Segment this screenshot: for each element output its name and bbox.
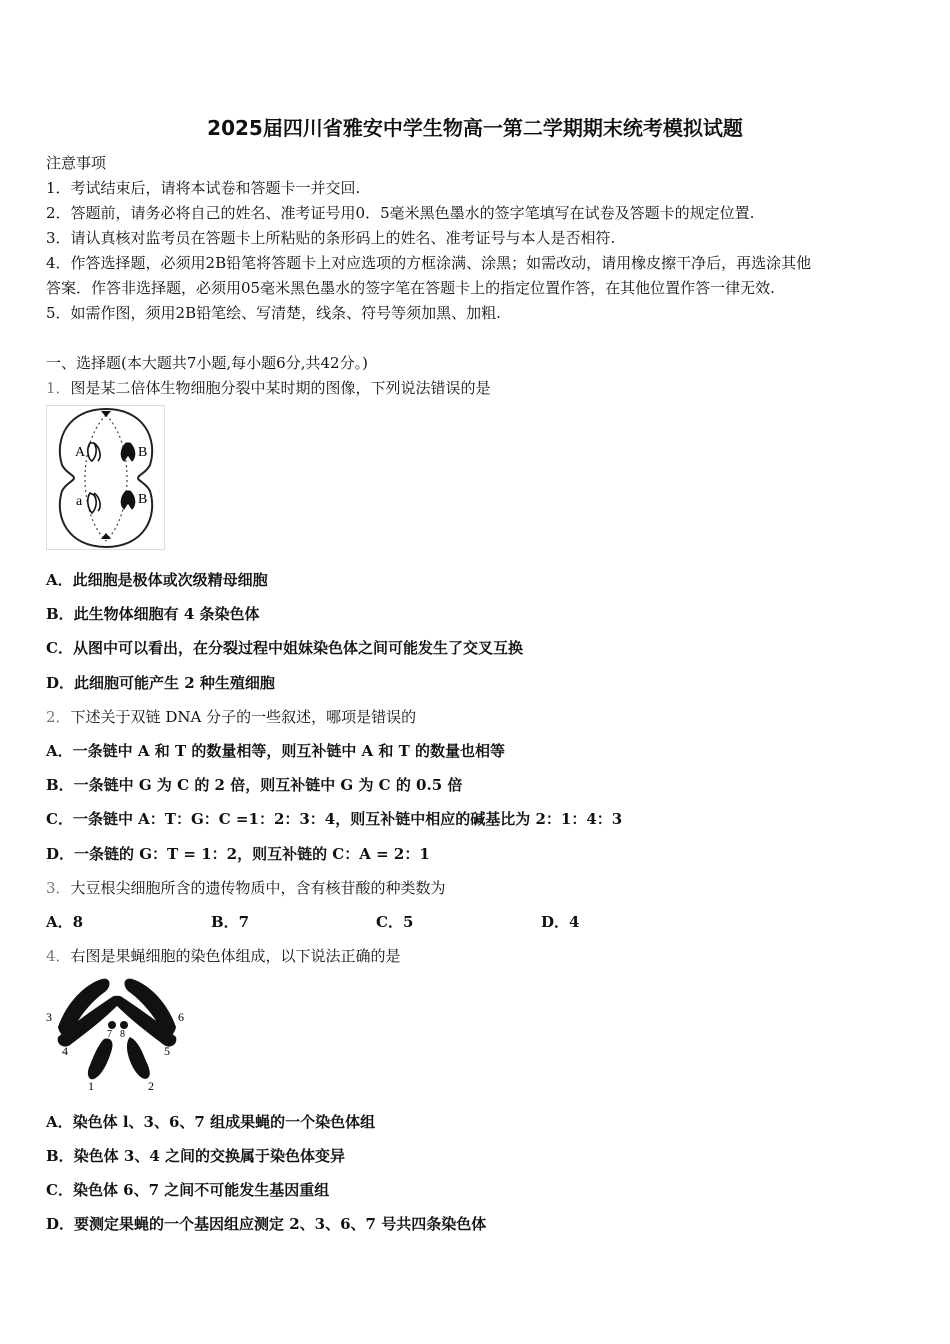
notice-line-2: 2．答题前，请务必将自己的姓名、准考证号用0．5毫米黑色墨水的签字笔填写在试卷及答题卡的规定位置. [46,204,755,222]
notice-heading: 注意事项 [46,154,107,172]
q3-stem-text: 大豆根尖细胞所含的遗传物质中，含有核苷酸的种类数为 [70,879,446,897]
chromosome-B-bottom [121,491,135,509]
chromosome-7 [108,1021,116,1029]
q1-option-b: B．此生物体细胞有 4 条染色体 [46,605,260,623]
q3-stem [46,877,446,898]
q1-stem [46,377,491,398]
fig1-label-a: a [76,494,83,509]
q3-option-b: B．7 [211,913,250,931]
q4-option-d: D．要测定果蝇的一个基因组应测定 2、3、6、7 号共四条染色体 [46,1215,487,1233]
q2-option-a: A．一条链中 A 和 T 的数量相等，则互补链中 A 和 T 的数量也相等 [46,742,506,760]
q1-option-c: C．从图中可以看出，在分裂过程中姐妹染色体之间可能发生了交叉互换 [46,639,523,657]
page-title: 2025届四川省雅安中学生物高一第二学期期末统考模拟试题 [207,116,743,140]
q2-stem-text: 下述关于双链 DNA 分子的一些叙述，哪项是错误的 [70,708,417,726]
fig4-label-5: 5 [164,1044,170,1058]
q3-option-a: A．8 [46,913,84,931]
notice-line-4: 4．作答选择题，必须用2B铅笔将答题卡上对应选项的方框涂满、涂黑；如需改动，请用橡皮擦干净后，再选涂其他 [46,254,812,272]
chromosome-2 [127,1037,150,1079]
centrosome-top [101,411,111,417]
fig1-label-A: A [75,445,86,460]
q4-stem-text: 右图是果蝇细胞的染色体组成，以下说法正确的是 [70,947,401,965]
drosophila-chromosome-figure [44,975,190,1093]
q2-stem [46,706,416,727]
q3-number: 3． [46,879,71,897]
q2-option-b: B．一条链中 G 为 C 的 2 倍，则互补链中 G 为 C 的 0.5 倍 [46,776,463,794]
q4-option-c: C．染色体 6、7 之间不可能发生基因重组 [46,1181,330,1199]
notice-line-3: 3．请认真核对监考员在答题卡上所粘贴的条形码上的姓名、准考证号与本人是否相符. [46,229,616,247]
notice-line-1: 1．考试结束后，请将本试卷和答题卡一并交回. [46,179,361,197]
fig4-label-4: 4 [62,1044,68,1058]
fig1-label-B-bottom: B [138,492,148,507]
q2-option-c: C．一条链中 A：T：G：C =1：2：3：4，则互补链中相应的碱基比为 2：1：4：3 [46,810,623,828]
fig1-label-B-top: B [138,445,148,460]
chromosome-1 [88,1038,113,1079]
spindle-left [85,415,106,541]
q1-option-d: D．此细胞可能产生 2 种生殖细胞 [46,674,275,692]
chromosome-8 [120,1021,128,1029]
q1-option-a: A．此细胞是极体或次级精母细胞 [46,571,268,589]
q4-option-b: B．染色体 3、4 之间的交换属于染色体变异 [46,1147,345,1165]
q2-option-d: D．一条链的 G：T = 1：2，则互补链的 C：A = 2：1 [46,845,430,863]
section-heading: 一、选择题(本大题共7小题,每小题6分,共42分。) [46,354,368,372]
q2-number: 2． [46,708,71,726]
chromosome-B-top [121,443,135,461]
q4-option-a: A．染色体 l、3、6、7 组成果蝇的一个染色体组 [46,1113,376,1131]
centrosome-bottom [101,533,111,539]
spindle-right [106,415,127,541]
fig4-label-1: 1 [88,1079,94,1093]
q4-number: 4． [46,947,71,965]
q4-stem [46,945,401,966]
chromosome-a [88,493,100,513]
fig4-label-3: 3 [46,1010,52,1024]
fig4-label-7: 7 [107,1029,112,1040]
notice-line-4-cont: 答案．作答非选择题，必须用05毫米黑色墨水的签字笔在答题卡上的指定位置作答，在其他位置作答一律无效. [46,279,775,297]
cell-membrane [60,409,152,547]
q3-option-d: D．4 [541,913,580,931]
cell-division-figure [46,405,168,551]
q3-option-c: C．5 [376,913,414,931]
notice-line-5: 5．如需作图，须用2B铅笔绘、写清楚，线条、符号等须加黑、加粗. [46,304,501,322]
fig4-label-2: 2 [148,1079,154,1093]
fig4-label-8: 8 [120,1029,125,1040]
q1-number: 1． [46,379,71,397]
fig4-label-6: 6 [178,1010,184,1024]
q1-stem-text: 图是某二倍体生物细胞分裂中某时期的图像，下列说法错误的是 [70,379,491,397]
